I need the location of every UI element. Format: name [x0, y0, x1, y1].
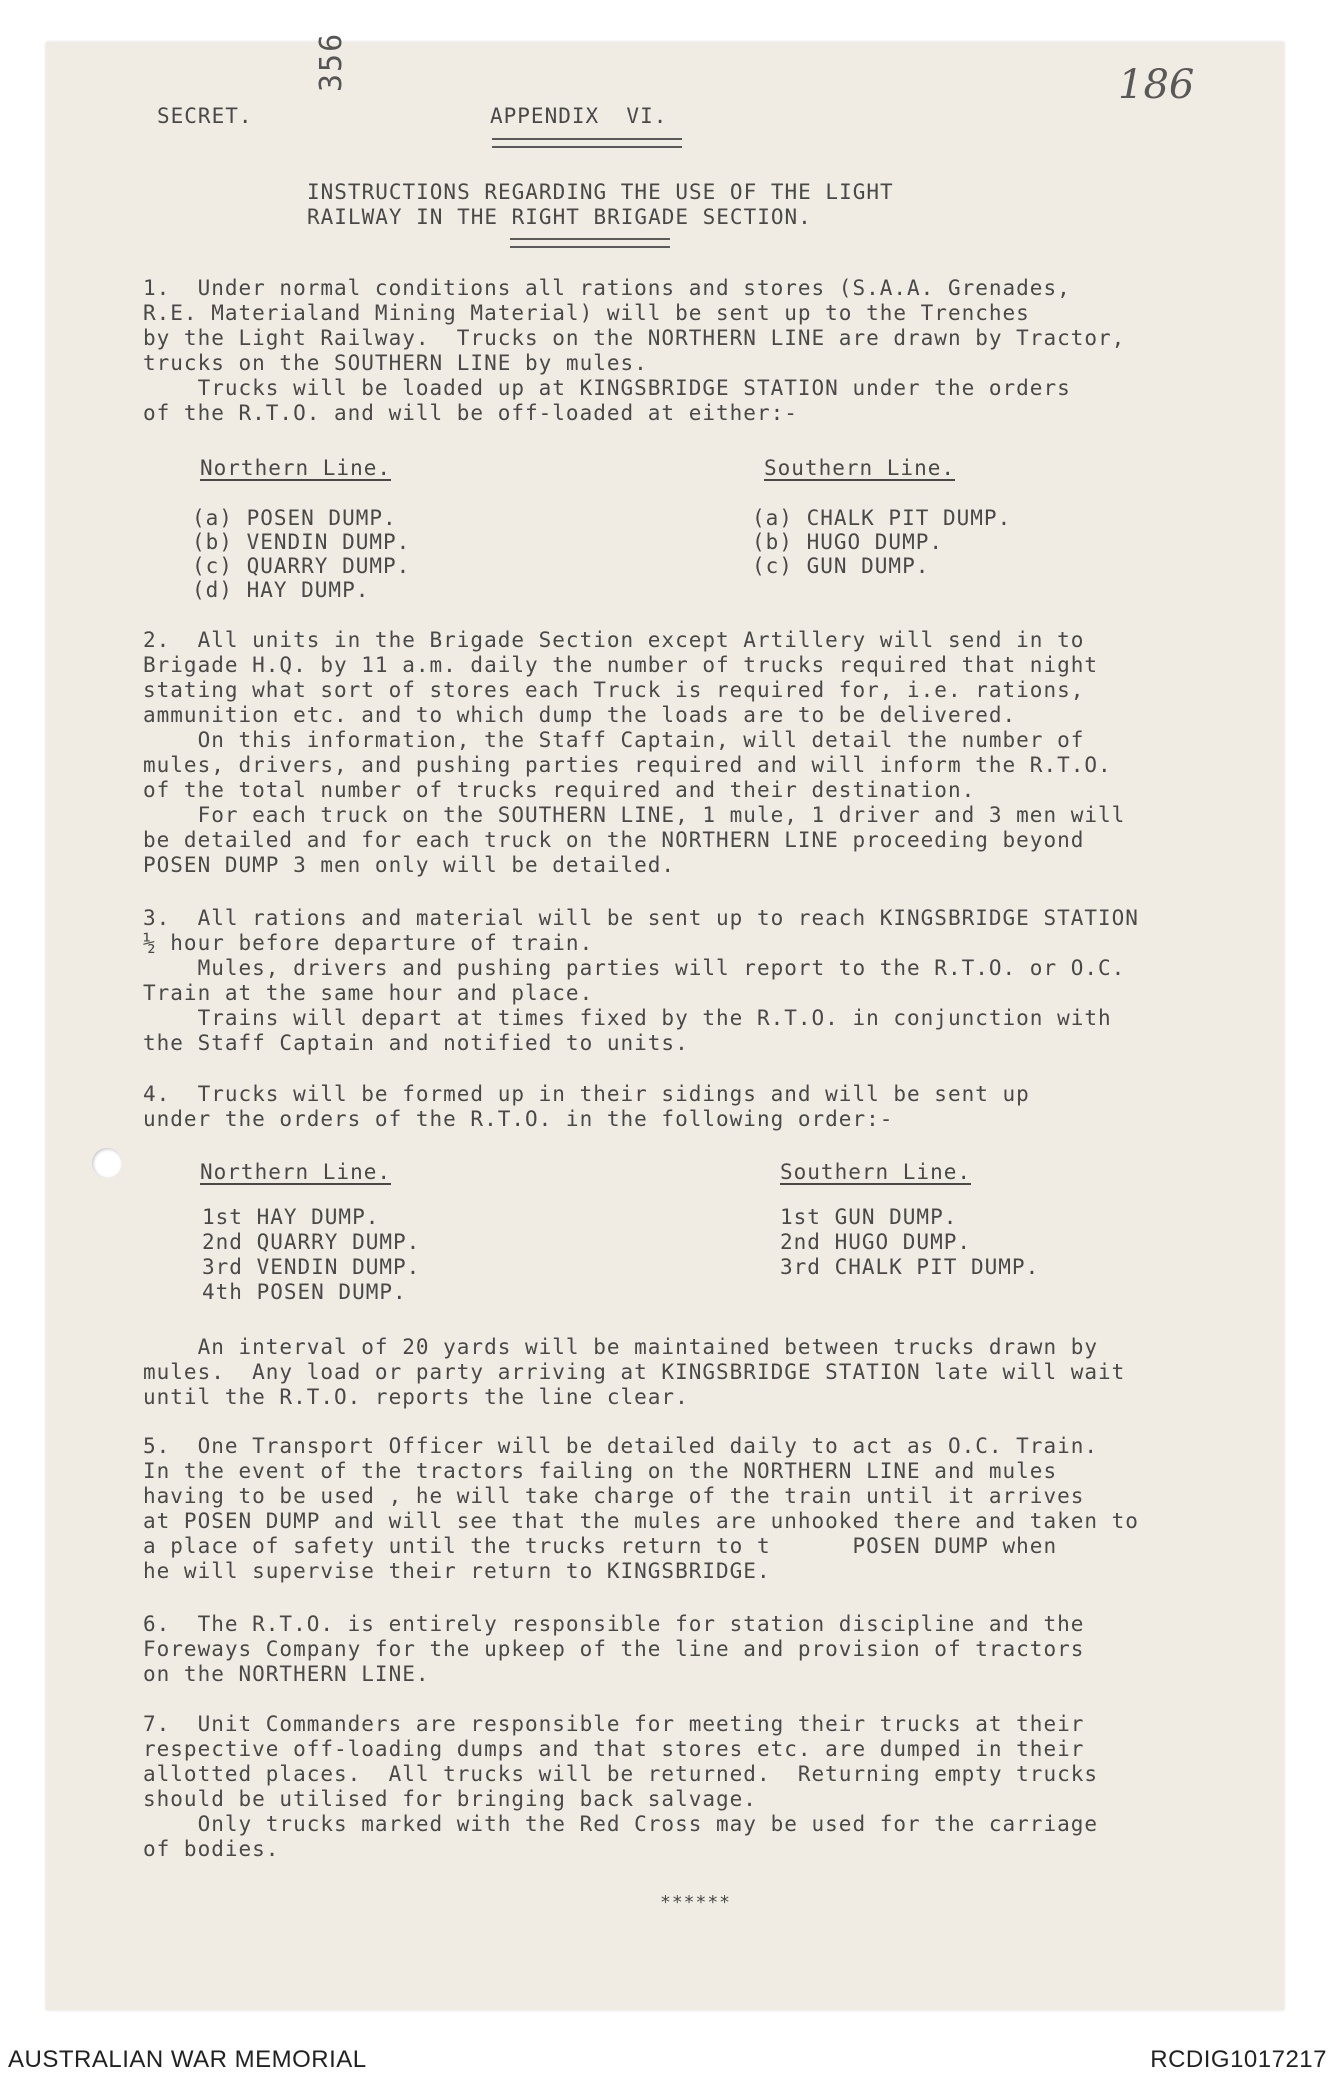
text-line: respective off-loading dumps and that stores etc. are dumped in their — [143, 1737, 1085, 1761]
document-title-line1: INSTRUCTIONS REGARDING THE USE OF THE LIGHT — [307, 180, 894, 204]
text-line: (b) VENDIN DUMP. — [192, 530, 411, 554]
appendix-underline — [492, 138, 682, 148]
text-line: (d) HAY DUMP. — [192, 578, 370, 602]
text-line: An interval of 20 yards will be maintained between trucks drawn by — [143, 1335, 1099, 1359]
text-line: 6. The R.T.O. is entirely responsible for station discipline and the — [143, 1612, 1085, 1636]
text-line: stating what sort of stores each Truck is required for, i.e. rations, — [143, 678, 1085, 702]
text-line: of bodies. — [143, 1837, 280, 1861]
appendix-label: APPENDIX VI. — [490, 104, 668, 128]
text-line: In the event of the tractors failing on the NORTHERN LINE and mules — [143, 1459, 1058, 1483]
text-line: mules. Any load or party arriving at KINGSBRIDGE STATION late will wait — [143, 1360, 1126, 1384]
text-line: be detailed and for each truck on the NORTHERN LINE proceeding beyond — [143, 828, 1085, 852]
text-line: of the total number of trucks required and their destination. — [143, 778, 976, 802]
text-line: 3rd CHALK PIT DUMP. — [780, 1255, 1040, 1279]
punch-hole — [92, 1148, 122, 1178]
text-line: 1st GUN DUMP. — [780, 1205, 958, 1229]
classification-label: SECRET. — [157, 104, 253, 128]
northern-line-heading: Northern Line. — [200, 456, 392, 480]
text-line: having to be used , he will take charge of the train until it arrives — [143, 1484, 1085, 1508]
text-line: Brigade H.Q. by 11 a.m. daily the number of trucks required that night — [143, 653, 1099, 677]
text-line: of the R.T.O. and will be off-loaded at either:- — [143, 401, 798, 425]
text-line: by the Light Railway. Trucks on the NORTHERN LINE are drawn by Tractor, — [143, 326, 1126, 350]
text-line: For each truck on the SOUTHERN LINE, 1 mule, 1 driver and 3 men will — [143, 803, 1126, 827]
stamp-number: 356 — [314, 31, 349, 92]
end-mark: ****** — [660, 1892, 732, 1913]
text-line: (a) CHALK PIT DUMP. — [752, 506, 1012, 530]
text-line: R.E. Materialand Mining Material) will be sent up to the Trenches — [143, 301, 1030, 325]
text-line: Trucks will be loaded up at KINGSBRIDGE STATION under the orders — [143, 376, 1071, 400]
text-line: the Staff Captain and notified to units. — [143, 1031, 689, 1055]
text-line: (c) GUN DUMP. — [752, 554, 930, 578]
text-line: Mules, drivers and pushing parties will report to the R.T.O. or O.C. — [143, 956, 1126, 980]
text-line: 2. All units in the Brigade Section except Artillery will send in to — [143, 628, 1085, 652]
text-line: 1st HAY DUMP. — [202, 1205, 380, 1229]
text-line: should be utilised for bringing back salvage. — [143, 1787, 757, 1811]
text-line: Trains will depart at times fixed by the R.T.O. in conjunction with — [143, 1006, 1112, 1030]
document-title-line2: RAILWAY IN THE RIGHT BRIGADE SECTION. — [307, 205, 812, 229]
text-line: 4th POSEN DUMP. — [202, 1280, 407, 1304]
footer-record-id: RCDIG1017217 — [1150, 2046, 1327, 2073]
text-line: at POSEN DUMP and will see that the mules are unhooked there and taken to — [143, 1509, 1139, 1533]
text-line: mules, drivers, and pushing parties required and will inform the R.T.O. — [143, 753, 1112, 777]
text-line: ½ hour before departure of train. — [143, 931, 594, 955]
text-line: 2nd QUARRY DUMP. — [202, 1230, 421, 1254]
handwritten-page-number: 186 — [1118, 62, 1195, 108]
text-line: a place of safety until the trucks return to t POSEN DUMP when — [143, 1534, 1058, 1558]
southern-line-heading: Southern Line. — [764, 456, 956, 480]
text-line: ammunition etc. and to which dump the loads are to be delivered. — [143, 703, 1017, 727]
text-line: Train at the same hour and place. — [143, 981, 594, 1005]
text-line: under the orders of the R.T.O. in the following order:- — [143, 1107, 894, 1131]
text-line: 4. Trucks will be formed up in their sidings and will be sent up — [143, 1082, 1030, 1106]
southern-line-order-heading: Southern Line. — [780, 1160, 972, 1184]
text-line: 1. Under normal conditions all rations and stores (S.A.A. Grenades, — [143, 276, 1071, 300]
text-line: Only trucks marked with the Red Cross may be used for the carriage — [143, 1812, 1099, 1836]
footer-institution: AUSTRALIAN WAR MEMORIAL — [8, 2046, 367, 2073]
text-line: allotted places. All trucks will be returned. Returning empty trucks — [143, 1762, 1099, 1786]
northern-line-order-heading: Northern Line. — [200, 1160, 392, 1184]
text-line: Foreways Company for the upkeep of the line and provision of tractors — [143, 1637, 1085, 1661]
text-line: trucks on the SOUTHERN LINE by mules. — [143, 351, 648, 375]
text-line: 2nd HUGO DUMP. — [780, 1230, 972, 1254]
text-line: 3. All rations and material will be sent up to reach KINGSBRIDGE STATION — [143, 906, 1139, 930]
text-line: (a) POSEN DUMP. — [192, 506, 397, 530]
text-line: 5. One Transport Officer will be detailed daily to act as O.C. Train. — [143, 1434, 1099, 1458]
text-line: he will supervise their return to KINGSBRIDGE. — [143, 1559, 771, 1583]
title-underline — [510, 238, 670, 248]
text-line: until the R.T.O. reports the line clear. — [143, 1385, 689, 1409]
text-line: (b) HUGO DUMP. — [752, 530, 944, 554]
text-line: On this information, the Staff Captain, will detail the number of — [143, 728, 1085, 752]
text-line: POSEN DUMP 3 men only will be detailed. — [143, 853, 676, 877]
text-line: on the NORTHERN LINE. — [143, 1662, 430, 1686]
text-line: (c) QUARRY DUMP. — [192, 554, 411, 578]
text-line: 7. Unit Commanders are responsible for meeting their trucks at their — [143, 1712, 1085, 1736]
text-line: 3rd VENDIN DUMP. — [202, 1255, 421, 1279]
